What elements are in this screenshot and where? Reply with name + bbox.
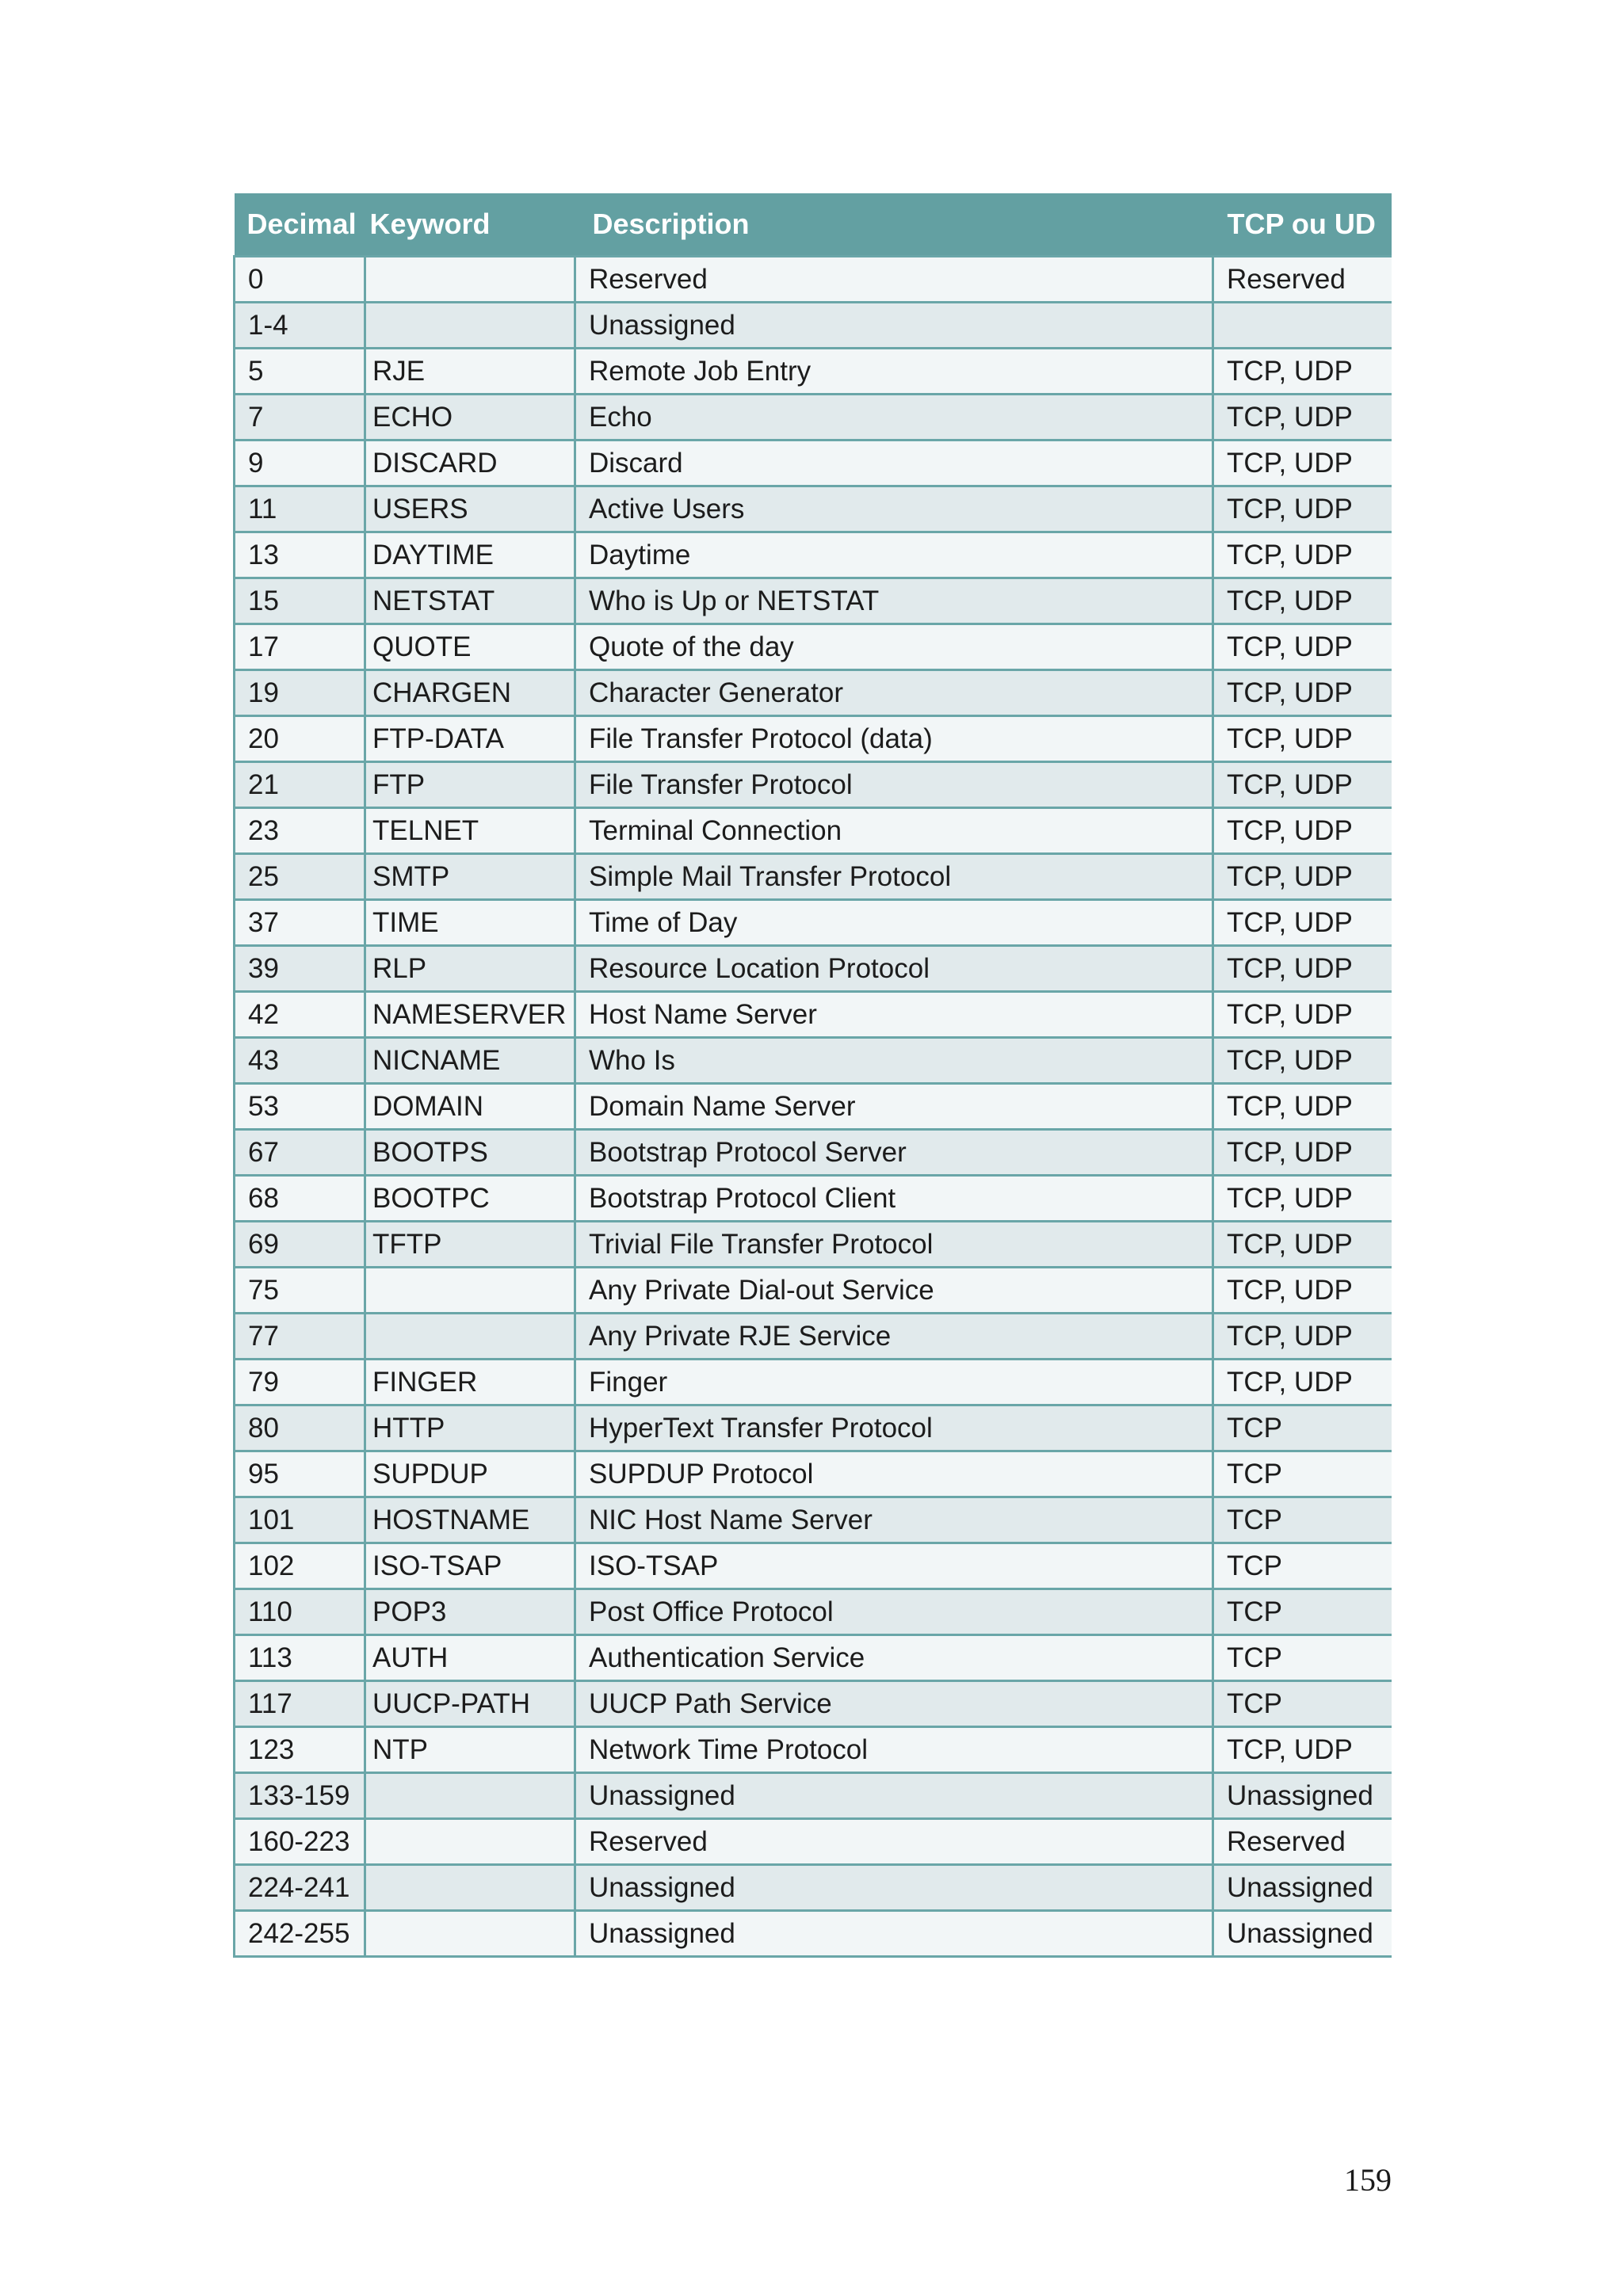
cell-decimal: 224-241 xyxy=(235,1865,365,1911)
table-row xyxy=(235,1497,1392,1543)
cell-decimal: 69 xyxy=(235,1222,365,1268)
cell-decimal: 23 xyxy=(235,808,365,854)
table-row xyxy=(235,1405,1392,1451)
cell-decimal: 20 xyxy=(235,716,365,762)
cell-decimal: 15 xyxy=(235,578,365,624)
table-row xyxy=(235,1451,1392,1497)
cell-keyword xyxy=(365,1865,575,1911)
cell-description: Any Private Dial-out Service xyxy=(575,1268,1213,1314)
cell-keyword xyxy=(365,303,575,349)
cell-description: Trivial File Transfer Protocol xyxy=(575,1222,1213,1268)
cell-description: Resource Location Protocol xyxy=(575,946,1213,992)
table-row xyxy=(235,1130,1392,1176)
header-keyword: Keyword xyxy=(365,193,575,257)
port-table-container xyxy=(233,193,1392,1971)
cell-keyword: DISCARD xyxy=(365,441,575,486)
cell-decimal: 160-223 xyxy=(235,1819,365,1865)
table-row xyxy=(235,1222,1392,1268)
table-row xyxy=(235,349,1392,395)
cell-keyword: DAYTIME xyxy=(365,532,575,578)
cell-decimal: 25 xyxy=(235,854,365,900)
cell-decimal: 80 xyxy=(235,1405,365,1451)
table-row xyxy=(235,441,1392,486)
cell-keyword: POP3 xyxy=(365,1589,575,1635)
cell-description: Character Generator xyxy=(575,670,1213,716)
cell-decimal: 68 xyxy=(235,1176,365,1222)
cell-decimal: 75 xyxy=(235,1268,365,1314)
cell-protocol: TCP, UDP xyxy=(1213,900,1392,946)
cell-protocol: TCP, UDP xyxy=(1213,1268,1392,1314)
cell-decimal: 117 xyxy=(235,1681,365,1727)
cell-description: Active Users xyxy=(575,486,1213,532)
cell-keyword: HTTP xyxy=(365,1405,575,1451)
port-table xyxy=(233,193,1392,1958)
cell-protocol: TCP xyxy=(1213,1543,1392,1589)
cell-protocol: TCP xyxy=(1213,1405,1392,1451)
cell-protocol: TCP, UDP xyxy=(1213,1130,1392,1176)
cell-description: Unassigned xyxy=(575,303,1213,349)
cell-protocol: TCP, UDP xyxy=(1213,1176,1392,1222)
table-row xyxy=(235,1360,1392,1405)
cell-decimal: 17 xyxy=(235,624,365,670)
cell-protocol: TCP xyxy=(1213,1635,1392,1681)
cell-description: File Transfer Protocol xyxy=(575,762,1213,808)
cell-keyword: ISO-TSAP xyxy=(365,1543,575,1589)
table-row xyxy=(235,395,1392,441)
cell-decimal: 19 xyxy=(235,670,365,716)
cell-keyword: SUPDUP xyxy=(365,1451,575,1497)
table-row xyxy=(235,992,1392,1038)
cell-keyword xyxy=(365,1911,575,1957)
cell-keyword: DOMAIN xyxy=(365,1084,575,1130)
cell-description: Time of Day xyxy=(575,900,1213,946)
table-row xyxy=(235,1543,1392,1589)
cell-keyword: TIME xyxy=(365,900,575,946)
cell-description: File Transfer Protocol (data) xyxy=(575,716,1213,762)
table-row xyxy=(235,1268,1392,1314)
cell-decimal: 0 xyxy=(235,257,365,303)
cell-protocol xyxy=(1213,303,1392,349)
cell-keyword: NICNAME xyxy=(365,1038,575,1084)
cell-decimal: 133-159 xyxy=(235,1773,365,1819)
cell-decimal: 42 xyxy=(235,992,365,1038)
cell-protocol: TCP, UDP xyxy=(1213,1727,1392,1773)
cell-keyword: BOOTPS xyxy=(365,1130,575,1176)
table-row xyxy=(235,1727,1392,1773)
cell-description: Domain Name Server xyxy=(575,1084,1213,1130)
cell-decimal: 43 xyxy=(235,1038,365,1084)
cell-keyword: NAMESERVER xyxy=(365,992,575,1038)
table-row xyxy=(235,1314,1392,1360)
page-number: 159 xyxy=(1344,2162,1392,2198)
cell-decimal: 67 xyxy=(235,1130,365,1176)
cell-protocol: TCP, UDP xyxy=(1213,624,1392,670)
cell-decimal: 1-4 xyxy=(235,303,365,349)
table-row xyxy=(235,900,1392,946)
cell-keyword: SMTP xyxy=(365,854,575,900)
cell-description: Host Name Server xyxy=(575,992,1213,1038)
cell-protocol: Reserved xyxy=(1213,1819,1392,1865)
cell-protocol: Unassigned xyxy=(1213,1911,1392,1957)
cell-protocol: TCP, UDP xyxy=(1213,946,1392,992)
cell-protocol: TCP, UDP xyxy=(1213,578,1392,624)
cell-decimal: 123 xyxy=(235,1727,365,1773)
cell-protocol: TCP, UDP xyxy=(1213,716,1392,762)
cell-protocol: TCP, UDP xyxy=(1213,1360,1392,1405)
cell-protocol: TCP, UDP xyxy=(1213,670,1392,716)
cell-keyword: RLP xyxy=(365,946,575,992)
table-row xyxy=(235,1176,1392,1222)
table-row xyxy=(235,854,1392,900)
cell-protocol: TCP, UDP xyxy=(1213,1314,1392,1360)
cell-description: ISO-TSAP xyxy=(575,1543,1213,1589)
cell-description: Unassigned xyxy=(575,1911,1213,1957)
cell-decimal: 242-255 xyxy=(235,1911,365,1957)
cell-keyword: UUCP-PATH xyxy=(365,1681,575,1727)
cell-decimal: 102 xyxy=(235,1543,365,1589)
table-row xyxy=(235,257,1392,303)
cell-decimal: 53 xyxy=(235,1084,365,1130)
cell-decimal: 95 xyxy=(235,1451,365,1497)
table-row xyxy=(235,716,1392,762)
cell-description: HyperText Transfer Protocol xyxy=(575,1405,1213,1451)
table-row xyxy=(235,808,1392,854)
cell-keyword: FTP-DATA xyxy=(365,716,575,762)
cell-description: Reserved xyxy=(575,1819,1213,1865)
cell-protocol: Reserved xyxy=(1213,257,1392,303)
cell-decimal: 79 xyxy=(235,1360,365,1405)
cell-protocol: TCP, UDP xyxy=(1213,1038,1392,1084)
table-row xyxy=(235,1819,1392,1865)
table-row xyxy=(235,1773,1392,1819)
table-row xyxy=(235,486,1392,532)
cell-protocol: Unassigned xyxy=(1213,1865,1392,1911)
cell-keyword xyxy=(365,1819,575,1865)
cell-decimal: 110 xyxy=(235,1589,365,1635)
cell-protocol: TCP, UDP xyxy=(1213,349,1392,395)
cell-keyword: FTP xyxy=(365,762,575,808)
cell-decimal: 77 xyxy=(235,1314,365,1360)
table-row xyxy=(235,1865,1392,1911)
cell-keyword: USERS xyxy=(365,486,575,532)
cell-decimal: 113 xyxy=(235,1635,365,1681)
cell-description: Any Private RJE Service xyxy=(575,1314,1213,1360)
cell-protocol: TCP xyxy=(1213,1681,1392,1727)
cell-description: Post Office Protocol xyxy=(575,1589,1213,1635)
cell-description: Unassigned xyxy=(575,1865,1213,1911)
cell-decimal: 9 xyxy=(235,441,365,486)
cell-decimal: 7 xyxy=(235,395,365,441)
table-header-row xyxy=(235,193,1392,257)
table-row xyxy=(235,670,1392,716)
cell-description: Echo xyxy=(575,395,1213,441)
table-row xyxy=(235,1084,1392,1130)
table-row xyxy=(235,1635,1392,1681)
cell-keyword: TFTP xyxy=(365,1222,575,1268)
cell-decimal: 11 xyxy=(235,486,365,532)
cell-description: UUCP Path Service xyxy=(575,1681,1213,1727)
cell-description: NIC Host Name Server xyxy=(575,1497,1213,1543)
table-row xyxy=(235,578,1392,624)
cell-protocol: TCP, UDP xyxy=(1213,762,1392,808)
cell-decimal: 5 xyxy=(235,349,365,395)
cell-protocol: TCP, UDP xyxy=(1213,441,1392,486)
cell-decimal: 21 xyxy=(235,762,365,808)
cell-description: Bootstrap Protocol Client xyxy=(575,1176,1213,1222)
cell-keyword: TELNET xyxy=(365,808,575,854)
table-row xyxy=(235,624,1392,670)
cell-keyword xyxy=(365,257,575,303)
cell-keyword: BOOTPC xyxy=(365,1176,575,1222)
cell-description: Terminal Connection xyxy=(575,808,1213,854)
cell-keyword: QUOTE xyxy=(365,624,575,670)
cell-description: SUPDUP Protocol xyxy=(575,1451,1213,1497)
cell-decimal: 101 xyxy=(235,1497,365,1543)
header-protocol: TCP ou UD xyxy=(1213,193,1392,257)
header-decimal: Decimal xyxy=(235,193,365,257)
cell-description: Unassigned xyxy=(575,1773,1213,1819)
cell-protocol: TCP, UDP xyxy=(1213,992,1392,1038)
cell-protocol: TCP xyxy=(1213,1497,1392,1543)
cell-keyword: RJE xyxy=(365,349,575,395)
table-row xyxy=(235,1911,1392,1957)
cell-keyword: FINGER xyxy=(365,1360,575,1405)
cell-keyword: AUTH xyxy=(365,1635,575,1681)
cell-protocol: TCP xyxy=(1213,1451,1392,1497)
cell-protocol: TCP, UDP xyxy=(1213,395,1392,441)
cell-keyword: HOSTNAME xyxy=(365,1497,575,1543)
cell-keyword: ECHO xyxy=(365,395,575,441)
cell-decimal: 39 xyxy=(235,946,365,992)
cell-keyword xyxy=(365,1314,575,1360)
table-row xyxy=(235,762,1392,808)
cell-description: Bootstrap Protocol Server xyxy=(575,1130,1213,1176)
table-row xyxy=(235,303,1392,349)
cell-description: Authentication Service xyxy=(575,1635,1213,1681)
cell-description: Discard xyxy=(575,441,1213,486)
cell-protocol: TCP, UDP xyxy=(1213,1084,1392,1130)
table-row xyxy=(235,1681,1392,1727)
cell-protocol: TCP, UDP xyxy=(1213,808,1392,854)
cell-keyword xyxy=(365,1773,575,1819)
cell-description: Remote Job Entry xyxy=(575,349,1213,395)
table-row xyxy=(235,1038,1392,1084)
cell-protocol: TCP xyxy=(1213,1589,1392,1635)
cell-description: Network Time Protocol xyxy=(575,1727,1213,1773)
cell-description: Reserved xyxy=(575,257,1213,303)
cell-keyword xyxy=(365,1268,575,1314)
cell-protocol: TCP, UDP xyxy=(1213,1222,1392,1268)
table-row xyxy=(235,532,1392,578)
cell-decimal: 37 xyxy=(235,900,365,946)
cell-keyword: NETSTAT xyxy=(365,578,575,624)
cell-protocol: TCP, UDP xyxy=(1213,854,1392,900)
header-description: Description xyxy=(575,193,1213,257)
cell-description: Simple Mail Transfer Protocol xyxy=(575,854,1213,900)
cell-protocol: TCP, UDP xyxy=(1213,532,1392,578)
cell-description: Quote of the day xyxy=(575,624,1213,670)
cell-keyword: CHARGEN xyxy=(365,670,575,716)
table-body xyxy=(235,257,1392,1957)
table-row xyxy=(235,946,1392,992)
cell-keyword: NTP xyxy=(365,1727,575,1773)
cell-description: Who Is xyxy=(575,1038,1213,1084)
cell-description: Daytime xyxy=(575,532,1213,578)
cell-protocol: TCP, UDP xyxy=(1213,486,1392,532)
cell-description: Finger xyxy=(575,1360,1213,1405)
table-row xyxy=(235,1589,1392,1635)
cell-protocol: Unassigned xyxy=(1213,1773,1392,1819)
cell-description: Who is Up or NETSTAT xyxy=(575,578,1213,624)
cell-decimal: 13 xyxy=(235,532,365,578)
